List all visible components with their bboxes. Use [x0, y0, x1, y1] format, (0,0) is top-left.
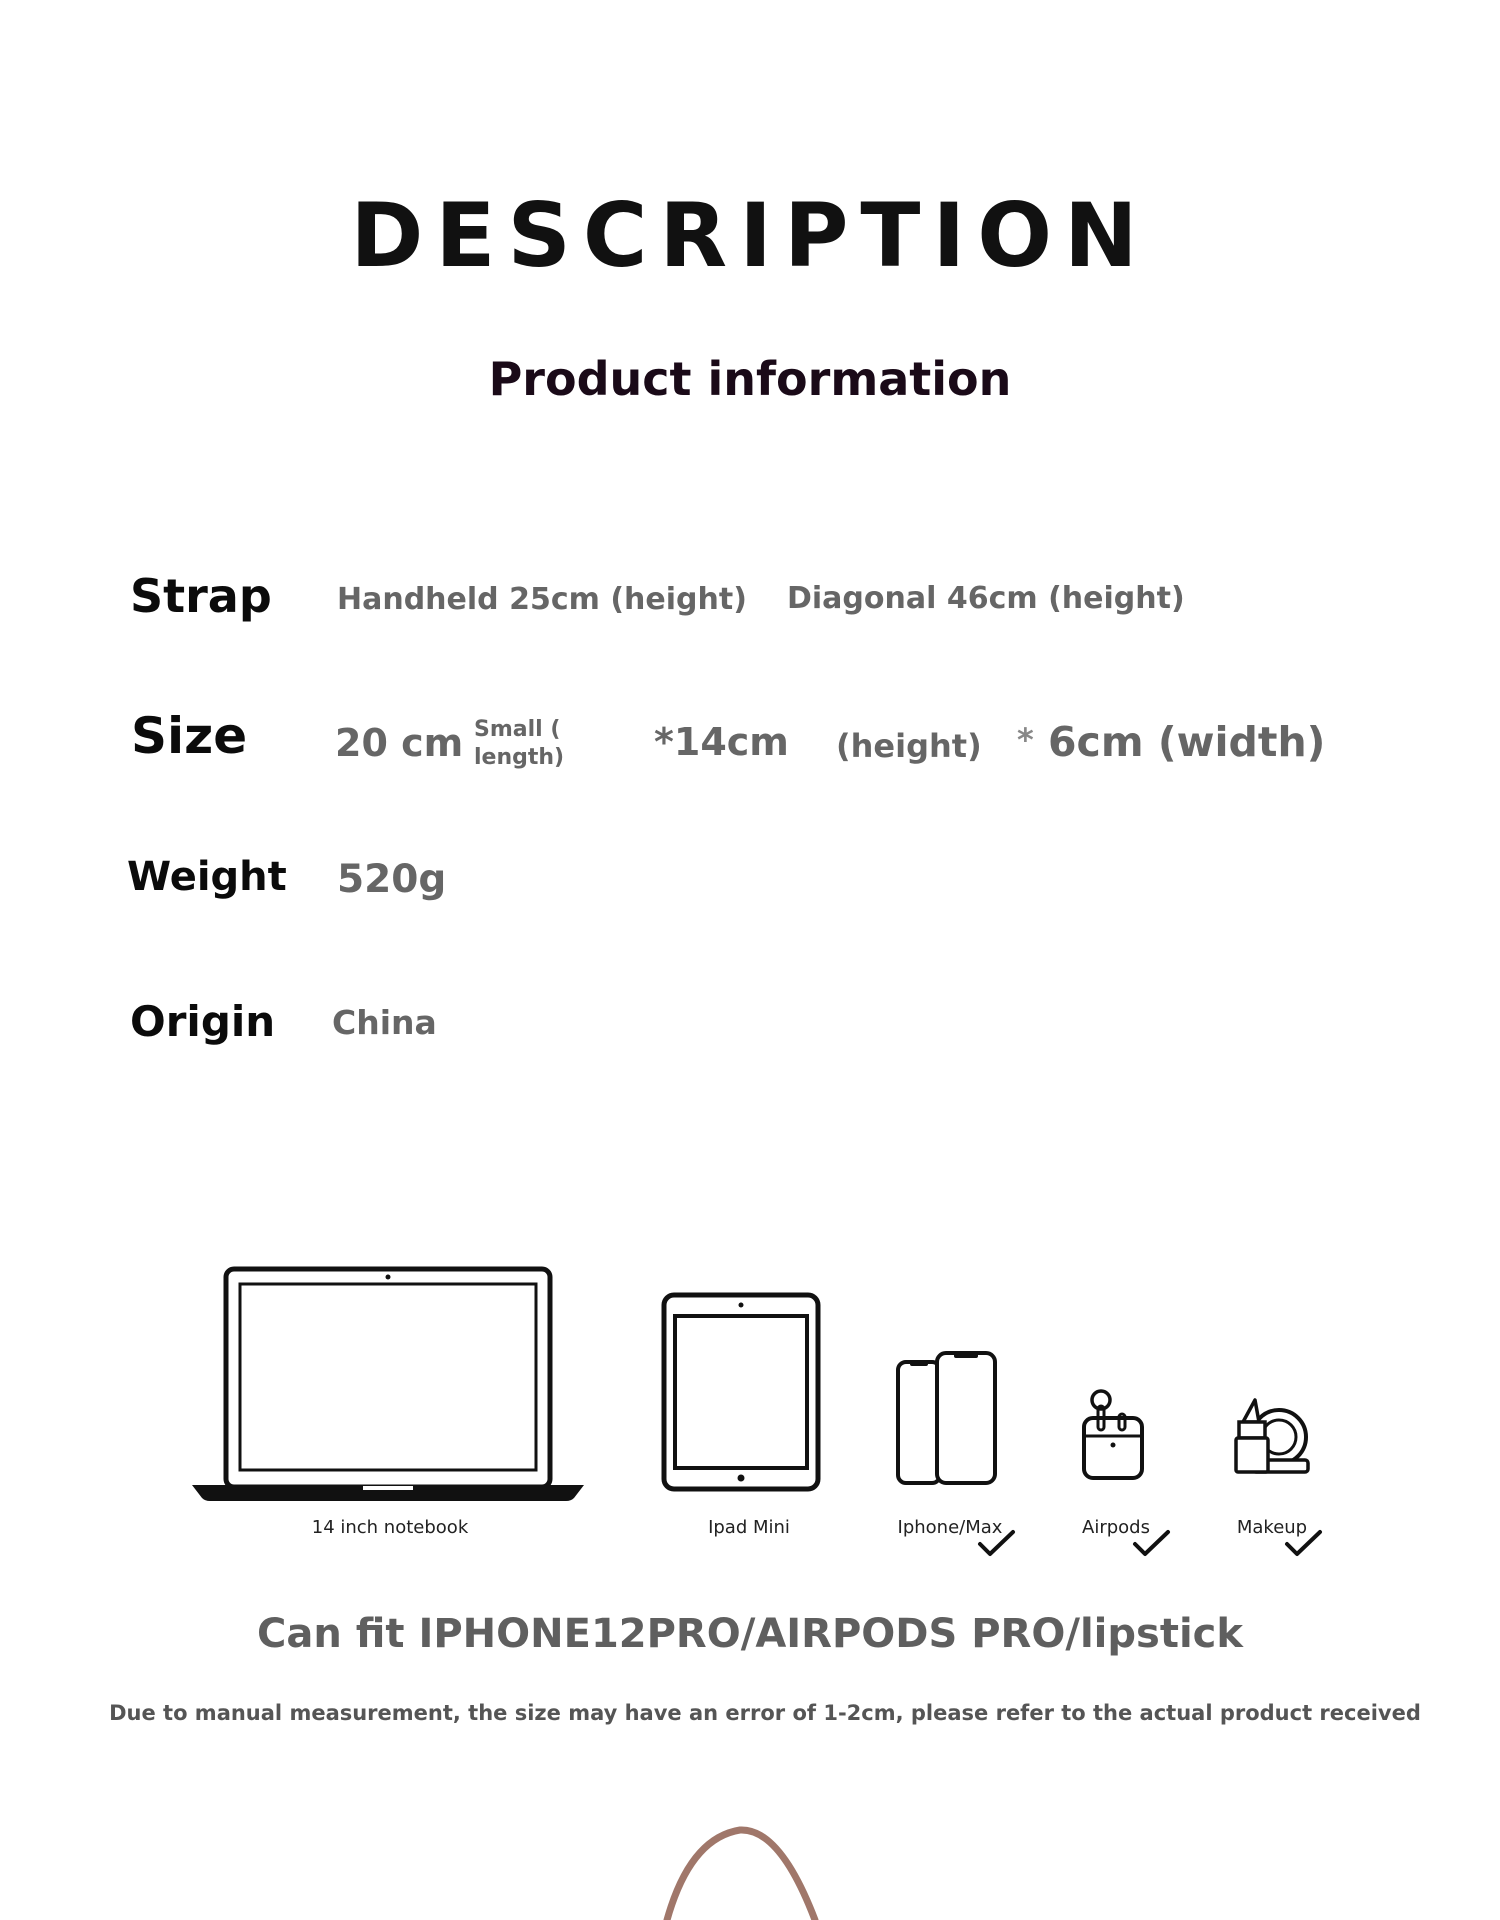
laptop-icon [188, 1264, 588, 1504]
page-title: DESCRIPTION [350, 184, 1150, 287]
strap-diagonal-value: Diagonal 46cm (height) [787, 581, 1185, 616]
tablet-icon [661, 1292, 821, 1492]
device-label-makeup: Makeup [1236, 1517, 1308, 1538]
size-height-value: *14cm [654, 720, 789, 764]
check-icon [976, 1528, 1016, 1558]
strap-label: Strap [130, 569, 272, 623]
size-width-star: * [1017, 721, 1034, 759]
weight-label: Weight [127, 854, 287, 900]
makeup-icon [1233, 1392, 1311, 1476]
check-icon [1283, 1528, 1323, 1558]
size-label: Size [131, 707, 248, 765]
device-label-iphone: Iphone/Max [897, 1517, 1003, 1538]
size-length-note: Small ( length) [474, 717, 565, 770]
bag-handle-image [650, 1826, 850, 1920]
fit-statement: Can fit IPHONE12PRO/AIRPODS PRO/lipstick [257, 1611, 1243, 1657]
weight-value: 520g [337, 857, 447, 902]
airpods-icon [1081, 1388, 1145, 1482]
size-width-value: 6cm (width) [1048, 718, 1326, 766]
check-icon [1131, 1528, 1171, 1558]
device-label-notebook: 14 inch notebook [311, 1517, 469, 1538]
device-label-ipad: Ipad Mini [708, 1517, 790, 1538]
strap-handheld-value: Handheld 25cm (height) [337, 582, 747, 617]
section-subtitle: Product information [488, 352, 1012, 406]
device-label-airpods: Airpods [1082, 1517, 1150, 1538]
origin-value: China [332, 1003, 437, 1042]
measurement-disclaimer: Due to manual measurement, the size may have an error of 1-2cm, please refer to the actual product received [109, 1701, 1421, 1725]
origin-label: Origin [130, 997, 276, 1046]
size-length-value: 20 cm [335, 721, 464, 765]
phones-icon [895, 1350, 1005, 1486]
size-height-note: (height) [836, 727, 982, 765]
